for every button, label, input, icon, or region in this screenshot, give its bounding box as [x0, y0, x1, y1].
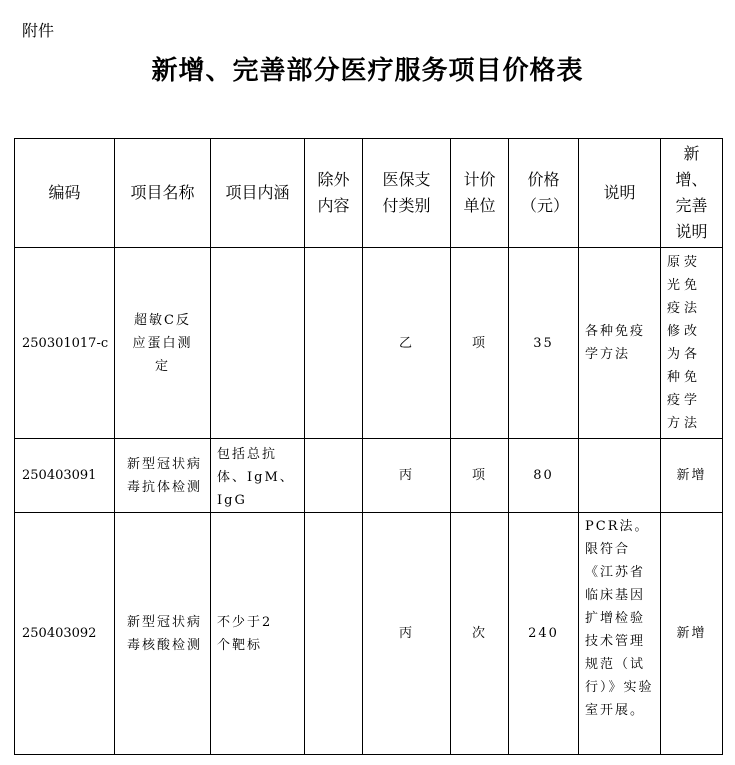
cell-unit: 项	[451, 248, 509, 439]
cell-content: 包括总抗体、IgM、IgG	[211, 439, 305, 513]
cell-note: 新增	[661, 513, 723, 755]
cell-code: 250403092	[15, 513, 115, 755]
cell-note: 原荧光免疫法修改为各种免疫学方法	[661, 248, 723, 439]
cell-price: 240	[509, 513, 579, 755]
cell-price: 80	[509, 439, 579, 513]
cell-insurance: 丙	[363, 439, 451, 513]
cell-exclusions	[305, 513, 363, 755]
table-row	[15, 248, 723, 439]
price-table	[14, 138, 723, 755]
header-code: 编码	[15, 139, 115, 248]
cell-unit: 项	[451, 439, 509, 513]
page-title: 新增、完善部分医疗服务项目价格表	[151, 56, 584, 86]
cell-unit: 次	[451, 513, 509, 755]
table-row	[15, 513, 723, 755]
cell-exclusions	[305, 439, 363, 513]
cell-explanation: PCR法。限符合《江苏省临床基因扩增检验技术管理规范（试行）》实验室开展。	[579, 513, 661, 755]
cell-insurance: 乙	[363, 248, 451, 439]
cell-content	[211, 248, 305, 439]
cell-note: 新增	[661, 439, 723, 513]
cell-insurance: 丙	[363, 513, 451, 755]
header-content: 项目内涵	[211, 139, 305, 248]
header-price: 价格（元）	[509, 139, 579, 248]
header-name: 项目名称	[115, 139, 211, 248]
cell-content: 不少于2个靶标	[211, 513, 305, 755]
cell-code: 250301017-c	[15, 248, 115, 439]
table-header-row	[15, 139, 723, 248]
cell-name: 新型冠状病毒抗体检测	[115, 439, 211, 513]
cell-exclusions	[305, 248, 363, 439]
cell-code: 250403091	[15, 439, 115, 513]
cell-price: 35	[509, 248, 579, 439]
header-insurance: 医保支付类别	[363, 139, 451, 248]
cell-name: 新型冠状病毒核酸检测	[115, 513, 211, 755]
header-unit: 计价单位	[451, 139, 509, 248]
cell-name: 超敏C反应蛋白测定	[115, 248, 211, 439]
cell-explanation: 各种免疫学方法	[579, 248, 661, 439]
table-row	[15, 439, 723, 513]
header-explanation: 说明	[579, 139, 661, 248]
header-exclusions: 除外内容	[305, 139, 363, 248]
cell-explanation	[579, 439, 661, 513]
attachment-label: 附件	[22, 21, 55, 40]
header-note: 新增、完善说明	[661, 139, 723, 248]
